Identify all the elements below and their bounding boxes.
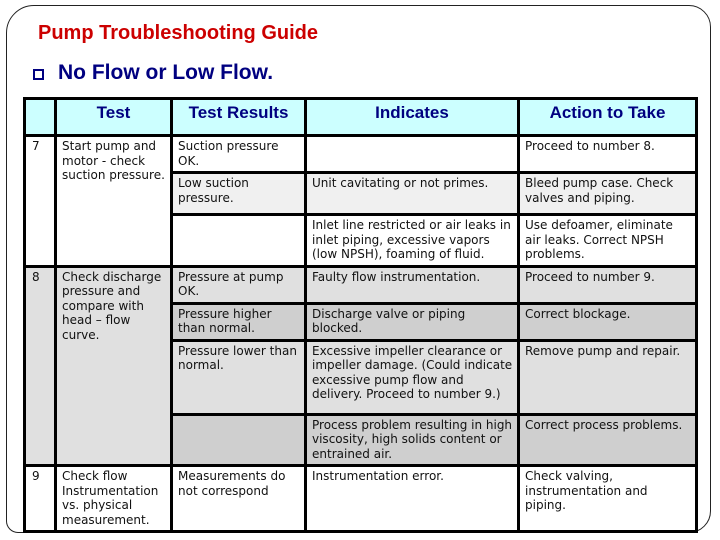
action-cell: Proceed to number 9.: [519, 266, 697, 303]
header-number: [25, 99, 56, 136]
table-row: [25, 266, 697, 303]
result-cell: Low suction pressure.: [172, 173, 306, 215]
section-heading: [33, 61, 273, 85]
header-indicates: Indicates: [306, 99, 519, 136]
page-title: Pump Troubleshooting Guide: [38, 22, 318, 44]
step-number: 8: [25, 266, 56, 466]
indicates-cell: Discharge valve or piping blocked.: [306, 303, 519, 340]
indicates-cell: [306, 136, 519, 173]
action-cell: Remove pump and repair.: [519, 340, 697, 414]
test-cell: Check flow Instrumentation vs. physical measurement.: [56, 466, 172, 532]
result-cell: Pressure at pump OK.: [172, 266, 306, 303]
result-cell: Suction pressure OK.: [172, 136, 306, 173]
indicates-cell: Inlet line restricted or air leaks in inlet piping, excessive vapors (low NPSH), foaming of fluid.: [306, 215, 519, 267]
result-cell: [172, 414, 306, 466]
header-action: Action to Take: [519, 99, 697, 136]
action-cell: Bleed pump case. Check valves and piping.: [519, 173, 697, 215]
table-row: [25, 136, 697, 173]
checkbox-bullet-icon: [33, 69, 44, 80]
test-cell: Check discharge pressure and compare with head – flow curve.: [56, 266, 172, 466]
result-cell: Measurements do not correspond: [172, 466, 306, 532]
indicates-cell: Excessive impeller clearance or impeller damage. (Could indicate excessive pump flow and delivery. Proceed to number 9.): [306, 340, 519, 414]
result-cell: Pressure lower than normal.: [172, 340, 306, 414]
action-cell: Use defoamer, eliminate air leaks. Correct NPSH problems.: [519, 215, 697, 267]
test-cell: Start pump and motor - check suction pressure.: [56, 136, 172, 267]
result-cell: Pressure higher than normal.: [172, 303, 306, 340]
troubleshooting-table: [23, 97, 698, 533]
indicates-cell: Faulty flow instrumentation.: [306, 266, 519, 303]
indicates-cell: Unit cavitating or not primes.: [306, 173, 519, 215]
indicates-cell: Instrumentation error.: [306, 466, 519, 532]
step-number: 9: [25, 466, 56, 532]
table-header-row: [25, 99, 697, 136]
indicates-cell: Process problem resulting in high viscosity, high solids content or entrained air.: [306, 414, 519, 466]
action-cell: Proceed to number 8.: [519, 136, 697, 173]
section-heading-text: No Flow or Low Flow.: [58, 61, 274, 84]
action-cell: Correct blockage.: [519, 303, 697, 340]
step-number: 7: [25, 136, 56, 267]
header-test: Test: [56, 99, 172, 136]
result-cell: [172, 215, 306, 267]
action-cell: Check valving, instrumentation and piping.: [519, 466, 697, 532]
table-row: [25, 466, 697, 532]
header-test-results: Test Results: [172, 99, 306, 136]
action-cell: Correct process problems.: [519, 414, 697, 466]
